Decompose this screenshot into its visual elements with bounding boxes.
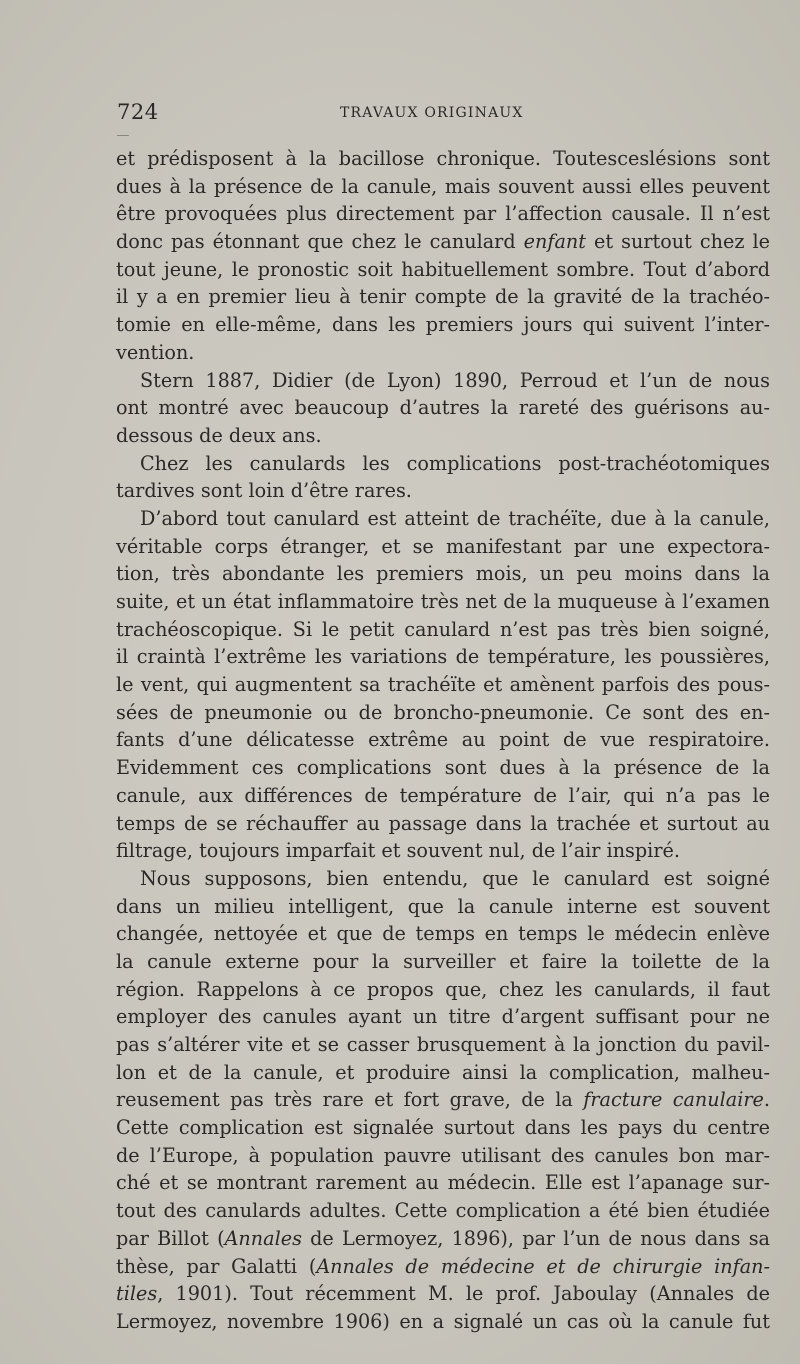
text-line: dans un milieu intelligent, que la canule interne est souvent (116, 894, 770, 918)
text-run: thèse, par Galatti ( (116, 1254, 317, 1278)
italic-text-run: fracture canulaire (583, 1088, 764, 1112)
text-line: dues à la présence de la canule, mais souvent aussi elles peuvent (116, 174, 770, 198)
body-text (116, 145, 770, 1336)
text-line: fants d’une délicatesse extrême au point de vue respiratoire. (116, 728, 770, 752)
text-line: tomie en elle-même, dans les premiers jours qui suivent l’inter- (116, 313, 770, 337)
text-run: par Billot ( (116, 1226, 225, 1250)
text-line (116, 1253, 770, 1281)
text-line (116, 1280, 770, 1308)
text-line: Chez les canulards les complications post-trachéotomiques (140, 451, 770, 475)
text-line: région. Rappelons à ce propos que, chez les canulards, il faut (116, 977, 770, 1001)
text-line: tion, très abondante les premiers mois, un peu moins dans la (116, 562, 770, 586)
text-line (116, 228, 770, 256)
italic-text-run: Annales (224, 1226, 302, 1250)
text-line: tout jeune, le pronostic soit habituellement sombre. Tout d’abord (116, 257, 770, 281)
text-line: Evidemment ces complications sont dues à la présence de la (116, 756, 770, 780)
page-header (117, 100, 767, 130)
text-line: Stern 1887, Didier (de Lyon) 1890, Perroud et l’un de nous (140, 368, 770, 392)
text-line (116, 1086, 770, 1114)
text-line: employer des canules ayant un titre d’argent suffisant pour ne (116, 1005, 770, 1029)
text-line: de l’Europe, à population pauvre utilisant des canules bon mar- (116, 1143, 770, 1167)
text-line: dessous de deux ans. (116, 423, 322, 447)
text-line: véritable corps étranger, et se manifestant par une expectora- (116, 534, 770, 558)
text-line: ché et se montrant rarement au médecin. Elle est l’apanage sur- (116, 1171, 770, 1195)
italic-text-run: enfant (523, 230, 586, 254)
text-run: de Lermoyez, 1896), par l’un de nous dans sa (301, 1226, 770, 1250)
text-line: Lermoyez, novembre 1906) en a signalé un cas où la canule fut (116, 1309, 770, 1333)
text-line: tardives sont loin d’être rares. (116, 479, 412, 503)
text-line: pas s’altérer vite et se casser brusquement à la jonction du pavil- (116, 1033, 770, 1056)
text-run: , 1901). Tout récemment M. le prof. Jaboulay (Annales de (157, 1282, 770, 1306)
text-line: et prédisposent à la bacillose chronique. Toutesceslésions sont (116, 147, 770, 170)
text-line (116, 1225, 770, 1253)
text-line: temps de se réchauffer au passage dans la trachée et surtout au (116, 811, 770, 835)
text-line: suite, et un état inflammatoire très net de la muqueuse à l’examen (116, 590, 770, 613)
text-run: . (763, 1088, 770, 1112)
text-run: donc pas étonnant que chez le canulard (116, 230, 524, 254)
text-line: être provoquées plus directement par l’affection causale. Il n’est (116, 202, 770, 226)
text-line: ont montré avec beaucoup d’autres la rareté des guérisons au- (116, 396, 770, 420)
running-head: TRAVAUX ORIGINAUX (340, 105, 524, 121)
page-number: 724 (117, 100, 159, 124)
italic-text-run: tiles (116, 1282, 158, 1306)
text-line: D’abord tout canulard est atteint de trachéïte, due à la canule, (140, 506, 770, 530)
text-line: vention. (116, 340, 195, 364)
text-line: la canule externe pour la surveiller et faire la toilette de la (116, 949, 770, 973)
text-run: reusement pas très rare et fort grave, de la (116, 1088, 584, 1112)
text-line: canule, aux différences de température de l’air, qui n’a pas le (116, 783, 770, 807)
text-line: changée, nettoyée et que de temps en temps le médecin enlève (116, 922, 770, 946)
text-line: Cette complication est signalée surtout dans les pays du centre (116, 1116, 770, 1140)
text-line: tout des canulards adultes. Cette complication a été bien étudiée (116, 1199, 770, 1223)
text-line: il craintà l’extrême les variations de température, les poussières, (116, 645, 770, 669)
text-line: sées de pneumonie ou de broncho-pneumonie. Ce sont des en- (116, 700, 770, 724)
text-line: il y a en premier lieu à tenir compte de la gravité de la trachéo- (116, 285, 770, 309)
text-line: le vent, qui augmentent sa trachéïte et amènent parfois des pous- (116, 673, 770, 697)
text-line: lon et de la canule, et produire ainsi la complication, malheu- (116, 1060, 770, 1084)
italic-text-run: Annales de médecine et de chirurgie infan- (316, 1254, 770, 1278)
text-run: et surtout chez le (585, 230, 770, 254)
text-line: trachéoscopique. Si le petit canulard n’est pas très bien soigné, (116, 617, 770, 641)
text-line: filtrage, toujours imparfait et souvent nul, de l’air inspiré. (116, 839, 680, 863)
header-rule (117, 135, 129, 136)
text-line: Nous supposons, bien entendu, que le canulard est soigné (140, 866, 770, 890)
